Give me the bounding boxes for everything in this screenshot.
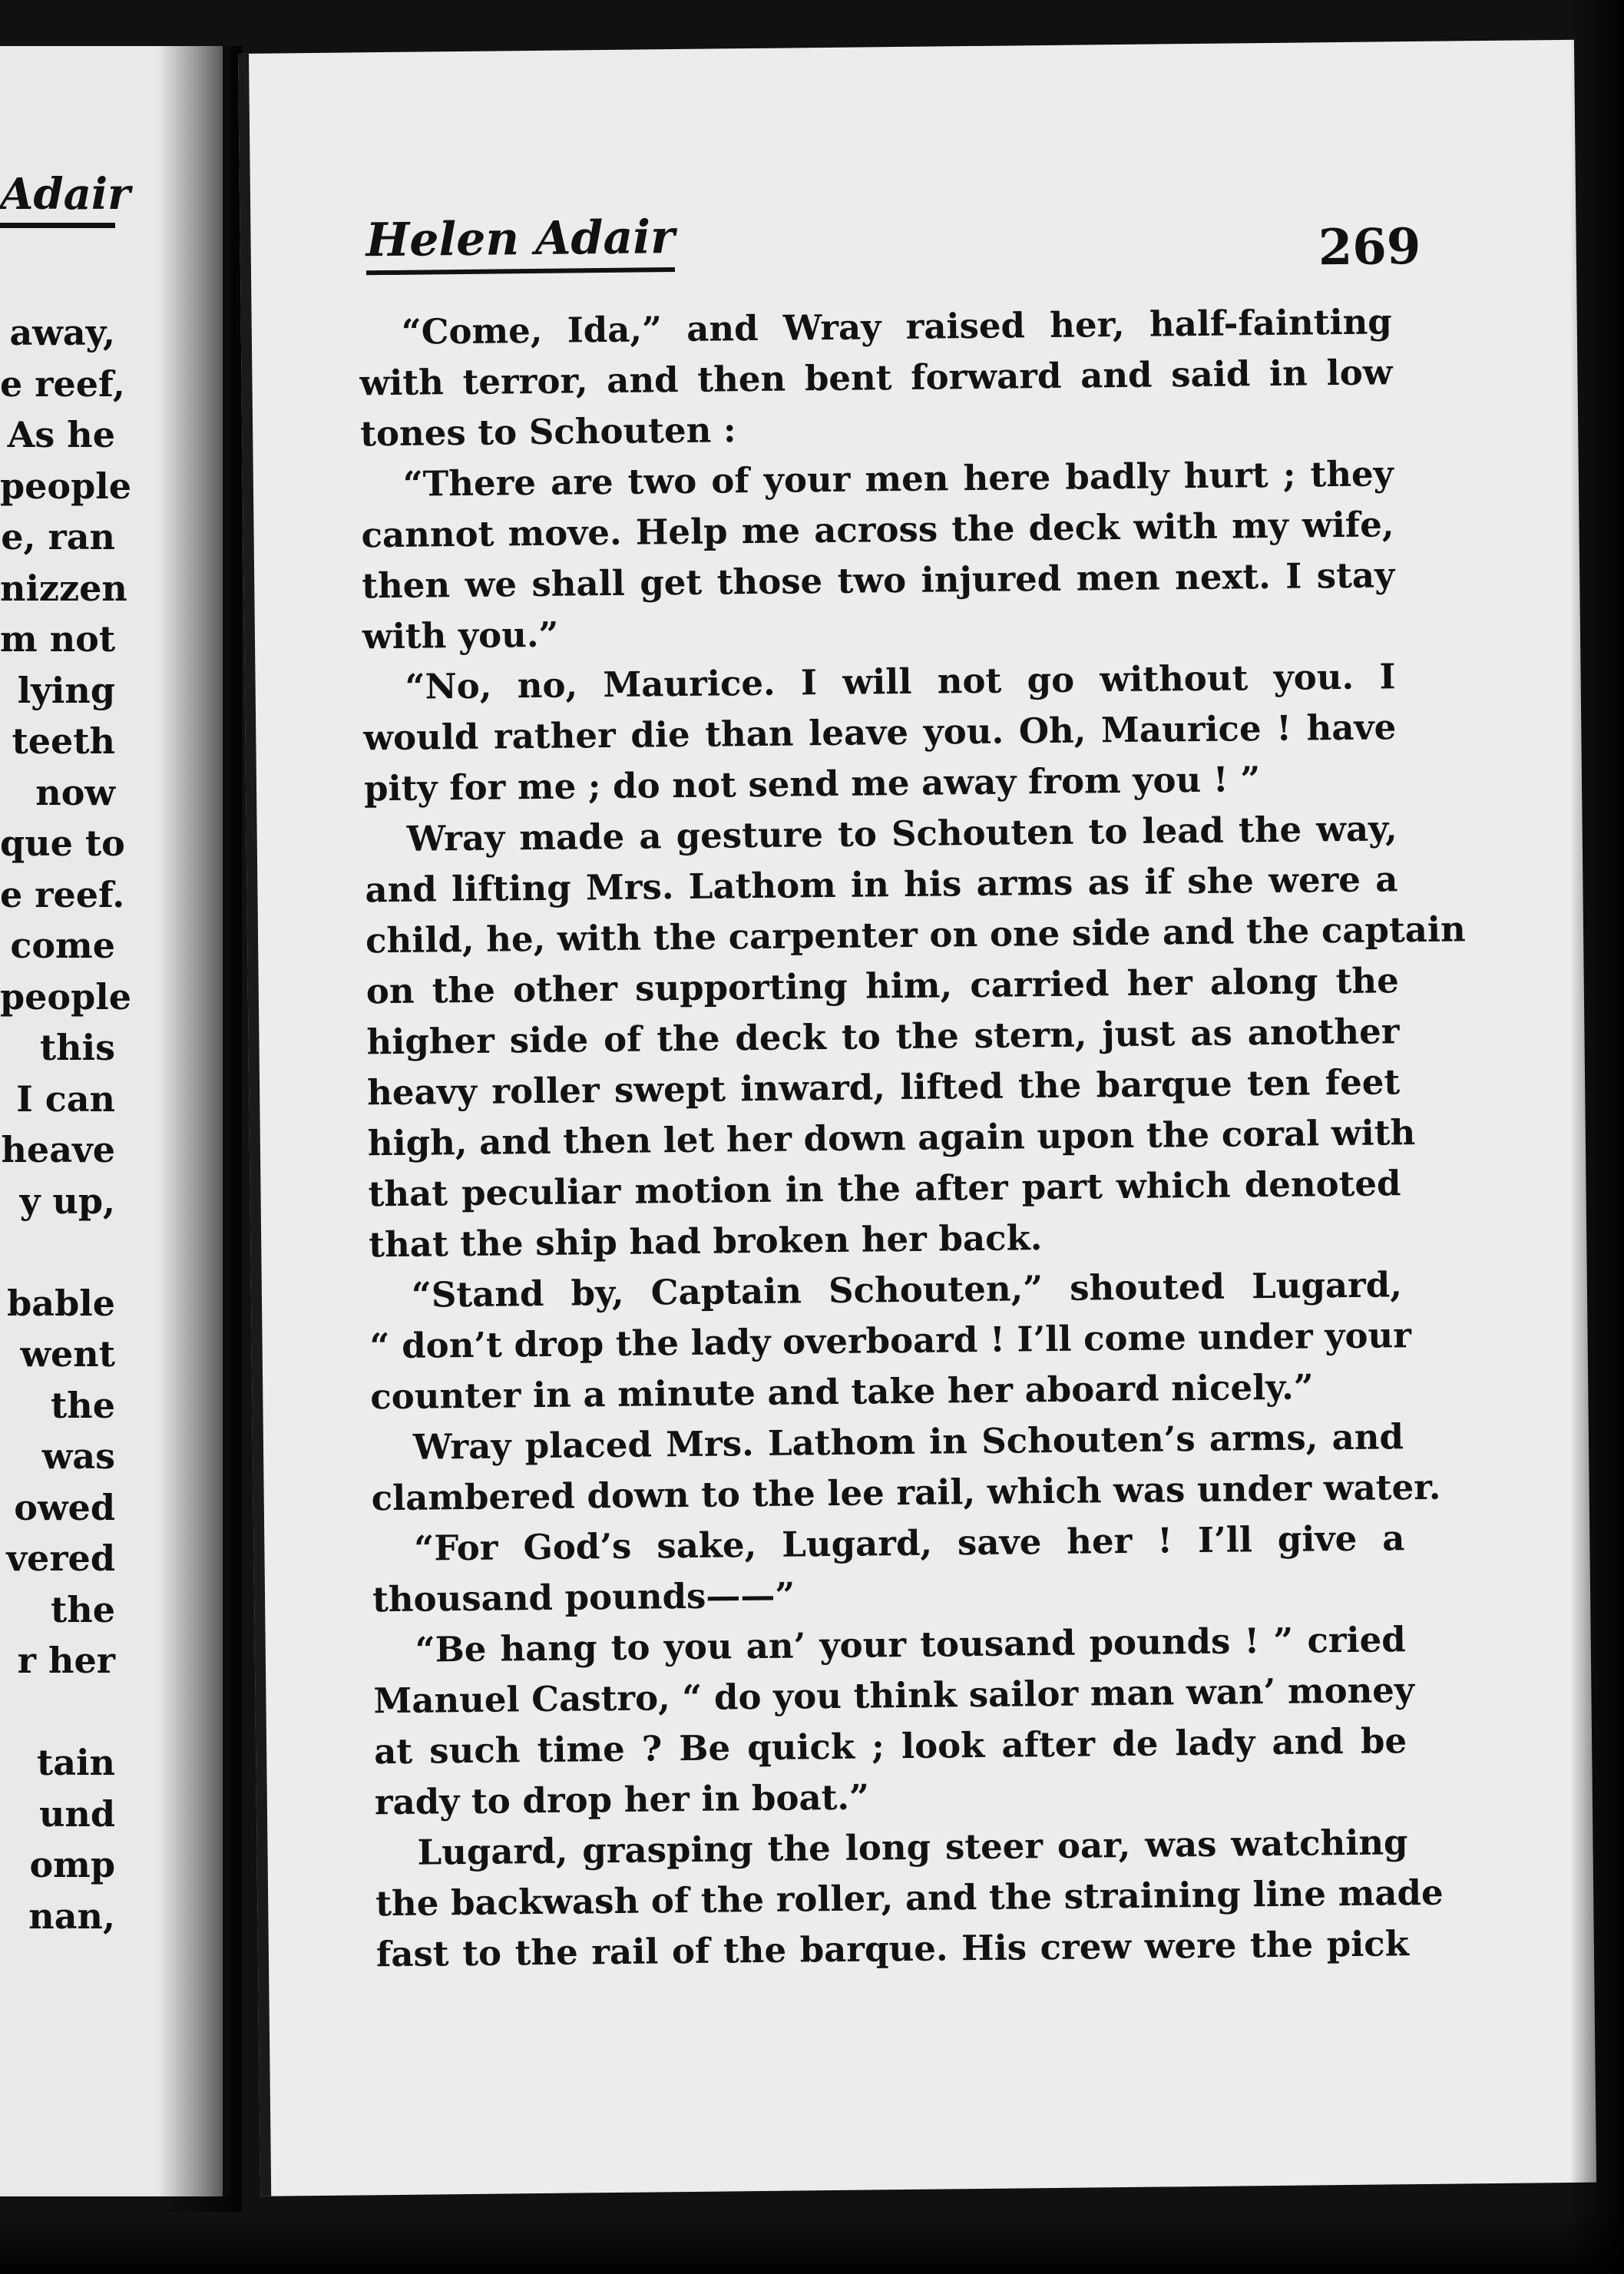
previous-page-line: now [35,771,115,813]
text-line: heavy roller swept inward, lifted the barque ten feet [366,1061,1401,1114]
previous-page-line: people [0,465,132,507]
text-line: “Be hang to you an’ your tousand pounds ! ” cried [415,1619,1406,1670]
previous-page-line: owed [14,1486,115,1528]
previous-page-line: bable [7,1282,115,1324]
text-line: that the ship had broken her back. [368,1217,1043,1266]
text-line: pity for me ; do not send me away from you ! ” [363,759,1261,809]
previous-page-line: m not [0,618,116,660]
text-line: fast to the rail of the barque. His crew were the pick [375,1923,1410,1975]
text-line: high, and then let her down again upon the coral with [367,1112,1416,1164]
previous-page-line [0,1226,115,1278]
previous-page-line: que to [0,823,125,864]
text-line: with terror, and then bent forward and said in low [359,352,1393,404]
previous-page-line: went [20,1333,115,1375]
running-head: Helen Adair [365,210,675,275]
previous-page-text-fragments [0,307,132,1941]
text-line: thousand pounds——” [372,1574,795,1620]
previous-page-line: y up, [19,1180,115,1222]
text-line: Wray placed Mrs. Lathom in Schouten’s arms, and [412,1416,1404,1468]
previous-page-line: I can [16,1077,115,1120]
previous-page-line: was [41,1435,115,1477]
text-line: and lifting Mrs. Lathom in his arms as if she were a [365,859,1398,911]
text-line: the backwash of the roller, and the straining line made [375,1872,1444,1925]
previous-page-line: nizzen [0,567,127,609]
previous-page-line: lying [17,669,115,711]
text-line: “ don’t drop the lady overboard ! I’ll come under your [369,1315,1412,1367]
text-line: at such time ? Be quick ; look after de lady and be [373,1720,1407,1773]
text-line: with you.” [362,614,559,657]
previous-page-line: people [0,975,132,1018]
text-line: on the other supporting him, carried her along the [365,960,1399,1012]
previous-page-line: teeth [12,720,115,762]
text-line: then we shall get those two injured men next. I stay [361,554,1395,607]
text-line: clambered down to the lee rail, which was under water. [371,1466,1441,1519]
text-line: “There are two of your men here badly hurt ; they [402,453,1394,505]
previous-page-line: this [39,1027,115,1068]
scan-edge-shadow-bottom [0,2213,1624,2274]
book-gutter-shadow [157,46,242,2212]
scan-edge-shadow-right [1570,0,1624,2274]
previous-page-line: come [10,925,115,966]
previous-page-line: As he [7,414,115,455]
previous-page-line: e, ran [1,516,115,558]
text-line: counter in a minute and take her aboard nicely.” [370,1366,1314,1418]
text-line: higher side of the deck to the stern, just as another [366,1011,1400,1063]
text-line: rady to drop her in boat.” [374,1776,870,1823]
previous-page-line: omp [29,1844,115,1885]
previous-page-line: e reef. [0,873,125,915]
text-line: “Stand by, Captain Schouten,” shouted Lugard, [411,1264,1403,1316]
previous-page-line: nan, [28,1895,115,1937]
text-line: would rather die than leave you. Oh, Maurice ! have [363,707,1397,759]
page-number: 269 [1318,217,1421,277]
previous-page-line: the [51,1384,115,1426]
previous-page-line: heave [1,1129,115,1170]
text-line: “No, no, Maurice. I will not go without you. I [405,656,1396,707]
text-line: Manuel Castro, “ do you think sailor man wan’ money [373,1670,1415,1722]
text-line: “Come, Ida,” and Wray raised her, half-fainting [401,301,1393,353]
text-line: that peculiar motion in the after part which denoted [368,1163,1401,1215]
text-line: Lugard, grasping the long steer oar, was watching [417,1822,1408,1873]
previous-page-line: away, [9,312,115,353]
previous-page-line: the [51,1588,115,1630]
previous-page-line: r her [17,1640,115,1681]
previous-page-running-head: Adair [0,169,115,228]
text-line: tones to Schouten : [359,409,736,455]
previous-page-line [0,1686,115,1738]
previous-page-line: und [38,1792,115,1835]
text-line: child, he, with the carpenter on one side and the captain [365,909,1466,962]
previous-page-line: vered [6,1538,115,1579]
previous-page-line: tain [37,1742,115,1783]
text-line: Wray made a gesture to Schouten to lead the way, [406,808,1397,859]
body-text [359,296,1466,1980]
text-line: “For God’s sake, Lugard, save her ! I’ll give a [414,1518,1405,1569]
previous-page-line: e reef, [0,362,125,405]
book-page [238,40,1596,2196]
text-line: cannot move. Help me across the deck with my wife, [361,504,1394,556]
